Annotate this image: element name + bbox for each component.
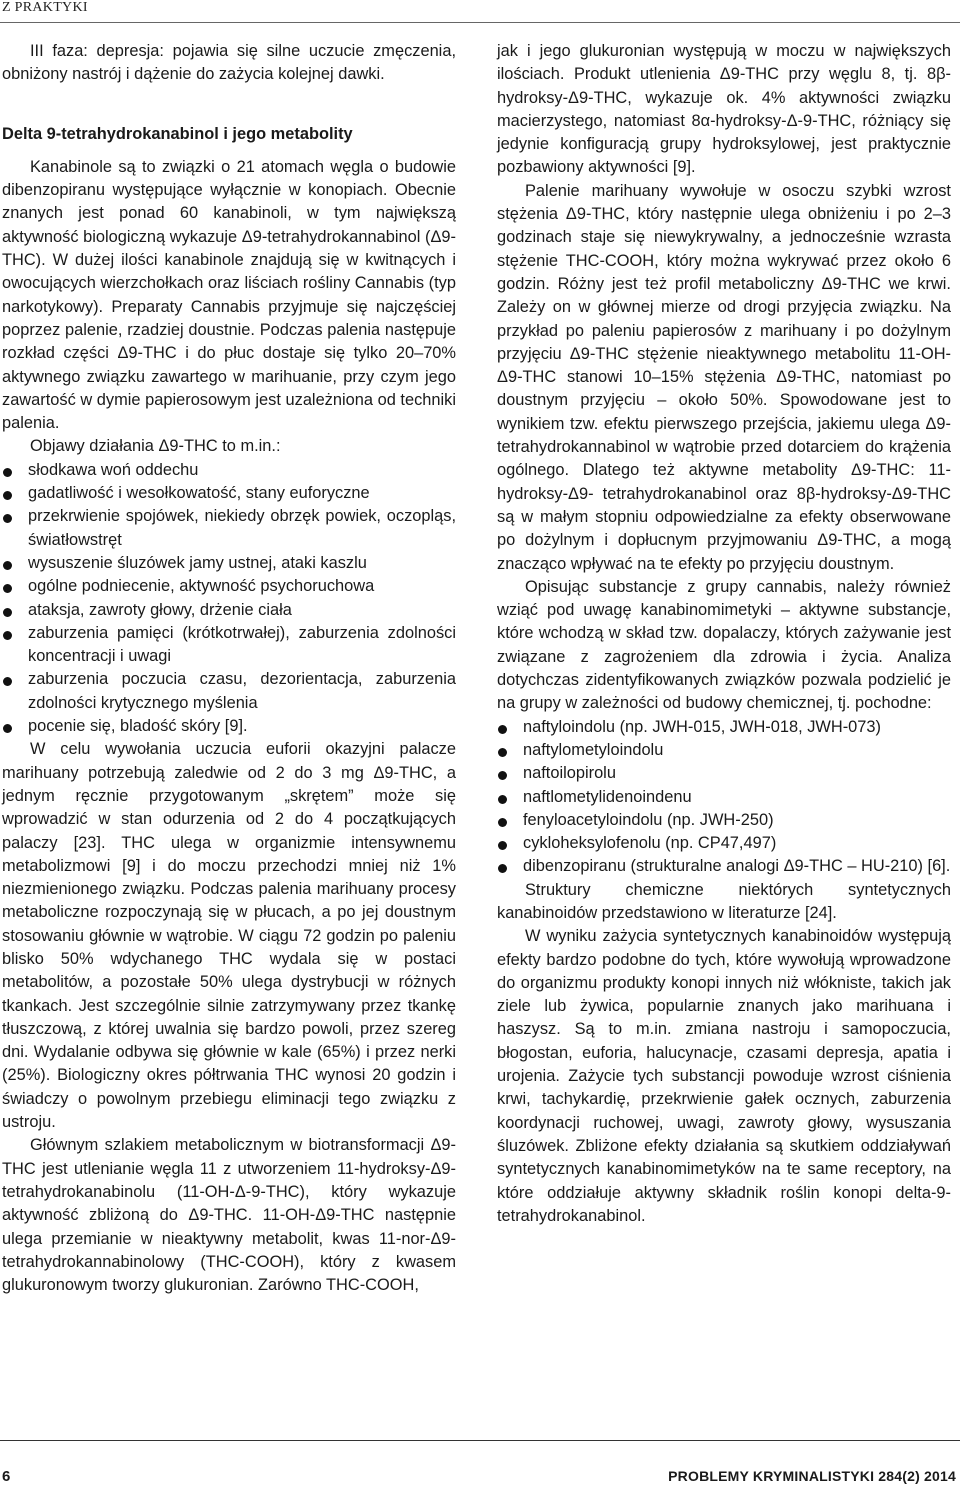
list-item: pocenie się, bladość skóry [9].: [2, 715, 456, 738]
paragraph: W wyniku zażycia syntetycznych kanabinoidów występują efekty bardzo podobne do tych, które wywołują wprowadzone do organizmu produkty konopi innych niż włókniste, takich jak ziele lub żywica, popularnie znanych jako marihuana i haszysz. Są to m.in. zmiana nastroju i samopoczucia, błogostan, euforia, halucynacje, czasami depresja, apatia i urojenia. Zażycie tych substancji powoduje wzrost ciśnienia krwi, tachykardię, przekrwienie gałek ocznych, zaburzenia koordynacji ruchowej, uwagi, zawroty głowy, wysuszania śluzówek. Zbliżone efekty działania są skutkiem oddziaływań syntetycznych kanabinomimetyków na te same receptory, na które oddziałuje aktywny składnik roślin konopi delta-9-tetrahydrokanabinol.: [497, 927, 951, 1225]
right-column: [497, 40, 951, 1228]
list-item: gadatliwość i wesołkowatość, stany euforyczne: [2, 482, 456, 505]
list-item: naftyloindolu (np. JWH-015, JWH-018, JWH-073): [497, 716, 951, 739]
derivatives-list: [497, 716, 951, 879]
paragraph: Palenie marihuany wywołuje w osoczu szybki wzrost stężenia Δ9-THC, który następnie ulega obniżeniu i po 2–3 godzinach staje się niewykrywalny, a jednocześnie wzrasta stężenie THC-COOH, który można wykrywać przez około 6 godzin. Różny jest też profil metaboliczny Δ9-THC we krwi. Zależy on w głównej mierze od drogi przyjęcia związku. Na przykład po paleniu papierosów z marihuany i po dożylnym przyjęciu Δ9-THC stężenie nieaktywnego metabolitu 11-OH-Δ9-THC stanowi 10–15% stężenia Δ9-THC, natomiast po doustnym przyjęciu – około 50%. Spowodowane jest to wynikiem tzw. efektu pierwszego przejścia, jakiemu ulega Δ9-tetrahydrokannabinol w wątrobie przed dotarciem do krążenia ogólnego. Dlatego też aktywne metabolity Δ9-THC: 11-hydroksy-Δ9- tetrahydrokanabinol oraz 8β-hydroksy-Δ9-THC są w małym stopniu odpowiedzialne za efekty obserwowane po dożylnym i dopłucnym przyjmowaniu Δ9-THC, a mogą znacząco wpływać na te efekty po przyjęciu doustnym.: [497, 181, 951, 573]
list-item: naftlometylidenoindenu: [497, 786, 951, 809]
list-item: cykloheksylofenolu (np. CP47,497): [497, 832, 951, 855]
paragraph: III faza: depresja: pojawia się silne uczucie zmęczenia, obniżony nastrój i dążenie do zażycia kolejnej dawki.: [2, 42, 456, 84]
paragraph: Opisując substancje z grupy cannabis, należy również wziąć pod uwagę kanabinomimetyki – aktywne substancje, które wchodzą w skład tzw. dopalaczy, których zażywanie jest związane z zagrożeniem dla zdrowia i życia. Analiza dotychczas zidentyfikowanych związków pozwala podzielić je na grupy w zależności od budowy chemicznej, tj. pochodne:: [497, 577, 951, 713]
paragraph: Struktury chemiczne niektórych syntetycznych kanabinoidów przedstawiono w literaturze [24].: [497, 880, 951, 922]
left-column: [2, 40, 456, 1297]
journal-title: PROBLEMY KRYMINALISTYKI 284(2) 2014: [668, 1468, 956, 1484]
paragraph: jak i jego glukuronian występują w moczu w największych ilościach. Produkt utlenienia Δ9-THC przy węglu 8, tj. 8β-hydroksy-Δ9-THC, wykazuje ok. 4% aktywności związku macierzystego, natomiast 8α-hydroksy-Δ-9-THC, różniący się jedynie konfiguracją grupy hydroksylowej, jest praktycznie pozbawiony aktywności [9].: [497, 42, 951, 177]
list-item: przekrwienie spojówek, niekiedy obrzęk powiek, oczopląs, światłowstręt: [2, 505, 456, 552]
page-header: [0, 0, 960, 23]
list-item: ataksja, zawroty głowy, drżenie ciała: [2, 599, 456, 622]
list-item: naftoilopirolu: [497, 762, 951, 785]
list-item: ogólne podniecenie, aktywność psychoruchowa: [2, 575, 456, 598]
list-item: zaburzenia poczucia czasu, dezorientacja, zaburzenia zdolności krytycznego myślenia: [2, 668, 456, 715]
list-item: fenyloacetyloindolu (np. JWH-250): [497, 809, 951, 832]
section-label: Z PRAKTYKI: [2, 0, 88, 15]
paragraph: Kanabinole są to związki o 21 atomach węgla o budowie dibenzopiranu występujące wyłącznie w konopiach. Obecnie znanych jest ponad 60 kanabinoli, w tym największą aktywność biologiczną wykazuje Δ9-tetrahydrokannabinol (Δ9-THC). W dużej ilości kanabinole znajdują się w kwitnących i owocujących wierzchołkach oraz liściach rośliny Cannabis (typ narkotykowy). Preparaty Cannabis przyjmuje się najczęściej poprzez palenie, rzadziej doustnie. Podczas palenia następuje rozkład części Δ9-THC i do płuc dostaje się tylko 20–70% aktywnego związku zawartego w marihuanie, przy czym jego zawartość w dymie papierosowym jest uzależniona od techniki palenia.: [2, 157, 456, 433]
page-number: 6: [2, 1468, 11, 1485]
paragraph: Głównym szlakiem metabolicznym w biotransformacji Δ9-THC jest utlenianie węgla 11 z utworzeniem 11-hydroksy-Δ9-tetrahydrokanabinolu (11-OH-Δ-9-THC), który wykazuje aktywność zbliżoną do Δ9-THC. 11-OH-Δ9-THC następnie ulega przemianie w nieaktywny metabolit, kwas 11-nor-Δ9-tetrahydrokannabinolowy (THC-COOH), który z kwasem glukuronowym tworzy glukuronian. Zarówno THC-COOH,: [2, 1136, 456, 1295]
paragraph: W celu wywołania uczucia euforii okazyjni palacze marihuany potrzebują zaledwie od 2 do 3 mg Δ9-THC, a jednym ręcznie przygotowanym „skrętem” może się wprowadzić w stan odurzenia od 2 do 4 początkujących palaczy [23]. THC ulega w organizmie intensywnemu metabolizmowi [9] i do moczu przechodzi mniej niż 1% niezmienionego związku. Podczas palenia marihuany procesy metaboliczne rozpoczynają się w płucach, a po jej doustnym stosowaniu głównie w wątrobie. W ciągu 72 godzin po paleniu blisko 50% wdychanego THC wydala się w postaci metabolitów, a pozostałe 50% ulega dystrybucji w różnych tkankach. Jest szczególnie silnie zatrzymywany przez tkankę tłuszczową, z której uwalnia się bardzo powoli, przez szereg dni. Wydalanie odbywa się głównie w kale (65%) i przez nerki (25%). Biologiczny okres półtrwania THC wynosi 20 godzin i świadczy o powolnym przebiegu eliminacji tego związku z ustroju.: [2, 740, 456, 1132]
section-heading: Delta 9-tetrahydrokanabinol i jego metabolity: [2, 124, 353, 143]
list-item: dibenzopiranu (strukturalne analogi Δ9-THC – HU-210) [6].: [497, 855, 951, 878]
symptoms-list: [2, 459, 456, 739]
footer-rule: [0, 1440, 960, 1441]
list-item: słodkawa woń oddechu: [2, 459, 456, 482]
list-item: zaburzenia pamięci (krótkotrwałej), zaburzenia zdolności koncentracji i uwagi: [2, 622, 456, 669]
list-item: wysuszenie śluzówek jamy ustnej, ataki kaszlu: [2, 552, 456, 575]
list-item: naftylometyloindolu: [497, 739, 951, 762]
paragraph: Objawy działania Δ9-THC to m.in.:: [30, 437, 281, 456]
